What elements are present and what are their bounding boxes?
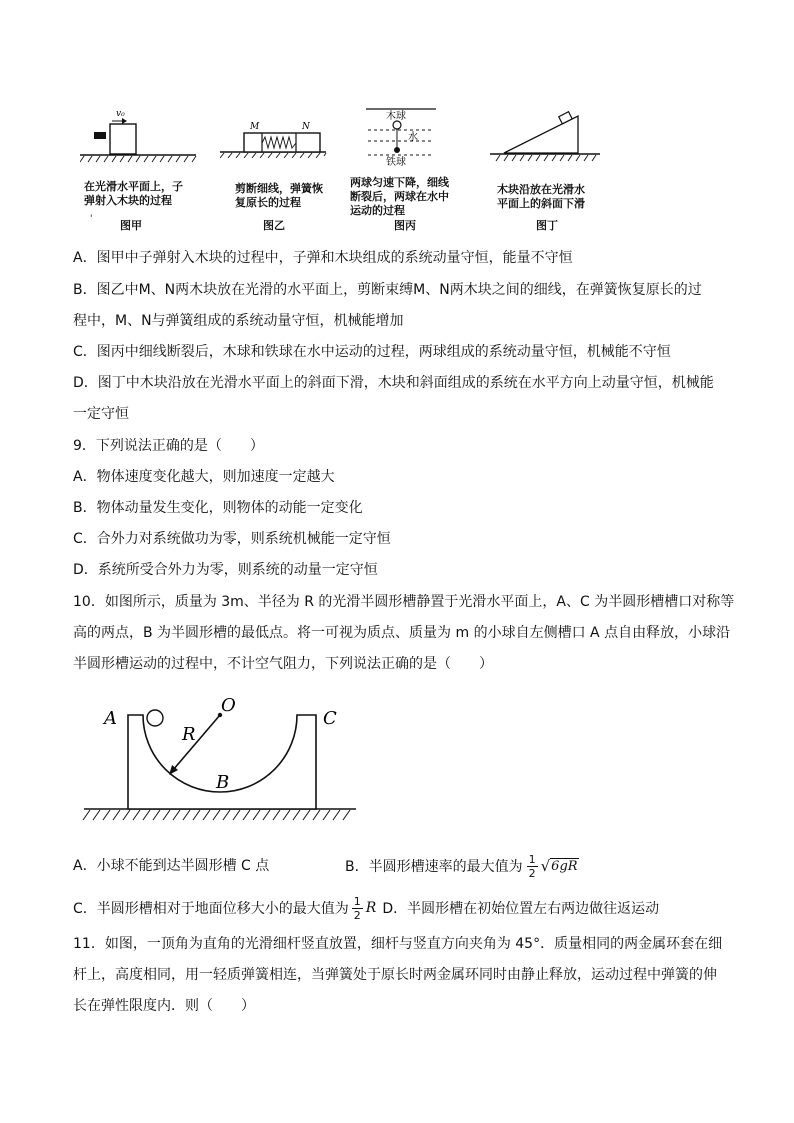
- q10-option-c-text: C．半圆形槽相对于地面位移大小的最大值为: [73, 901, 349, 917]
- water-label: 水: [408, 132, 418, 143]
- label-a: A: [104, 708, 117, 729]
- q10-stem-line1: 10．如图所示，质量为 3m、半径为 R 的光滑半圆形槽静置于光滑水平面上，A、C 为半圆形槽槽口对称等: [73, 594, 735, 610]
- caption-bing-line3: 运动的过程: [350, 204, 405, 217]
- caption-yi-line2: 复原长的过程: [235, 196, 301, 209]
- fraction-denominator: 2: [353, 908, 361, 922]
- q8-option-d-line2: 一定守恒: [73, 406, 129, 422]
- q10-option-b-radicand: 6gR: [551, 859, 578, 874]
- q9-stem: 9．下列说法正确的是（ ）: [73, 438, 264, 454]
- q10-option-b-text: B．半圆形槽速率的最大值为: [345, 859, 523, 875]
- caption-bing-line1: 两球匀速下降，细线: [350, 176, 449, 189]
- figure-ding: [490, 110, 605, 165]
- q8-option-c: C．图丙中细线断裂后，木球和铁球在水中运动的过程，两球组成的系统动量守恒，机械能不守恒: [73, 344, 671, 360]
- caption-bing-line2: 断裂后，两球在水中: [350, 190, 449, 203]
- label-b: B: [216, 772, 230, 793]
- n-label: N: [302, 122, 310, 132]
- q8-option-a: A．图甲中子弹射入木块的过程中，子弹和木块组成的系统动量守恒，能量不守恒: [73, 250, 573, 266]
- q10-option-c-row: [73, 890, 659, 926]
- q10-semicircle-trough-figure: [80, 690, 360, 830]
- iron-ball-label: 铁球: [386, 157, 406, 168]
- q9-option-a: A．物体速度变化越大，则加速度一定越大: [73, 469, 335, 485]
- fraction-numerator: 1: [528, 852, 536, 866]
- figure-jia: [80, 108, 200, 168]
- q11-stem-line1: 11．如图，一顶角为直角的光滑细杆竖直放置，细杆与竖直方向夹角为 45°．质量相同的两金属环套在细: [73, 936, 723, 952]
- figure-bing: [366, 103, 436, 173]
- fraction-numerator: 1: [353, 894, 361, 908]
- wood-ball-label: 木球: [386, 111, 406, 122]
- v0-label: v₀: [116, 109, 125, 119]
- q10-option-b-fraction: [527, 853, 538, 880]
- caption-ding-line1: 木块沿放在光滑水: [497, 183, 585, 196]
- q9-option-d: D．系统所受合外力为零，则系统的动量一定守恒: [73, 562, 378, 578]
- q10-option-b: [345, 848, 579, 884]
- figure-yi-name: 图乙: [263, 219, 285, 232]
- q9-option-c: C．合外力对系统做功为零，则系统机械能一定守恒: [73, 531, 391, 547]
- q10-option-d: D．半圆形槽在初始位置左右两边做往返运动: [382, 901, 660, 917]
- q10-option-c-variable: R: [365, 900, 377, 916]
- q10-option-c-fraction: [352, 895, 363, 922]
- label-r: R: [182, 724, 196, 745]
- q10-stem-line2: 高的两点，B 为半圆形槽的最低点。将一可视为质点、质量为 m 的小球自左侧槽口 A 点自由释放，小球沿: [73, 625, 731, 641]
- figure-bing-name: 图丙: [394, 219, 416, 232]
- figure-yi: [220, 118, 330, 158]
- q8-option-b-line2: 程中，M、N与弹簧组成的系统动量守恒，机械能增加: [73, 313, 404, 329]
- q11-stem-line2: 杆上，高度相同，用一轻质弹簧相连，当弹簧处于原长时两金属环同时由静止释放，运动过程中弹簧的伸: [73, 967, 717, 983]
- label-c: C: [323, 708, 337, 729]
- caption-yi-line1: 剪断细线，弹簧恢: [235, 182, 323, 195]
- sqrt-icon: √: [540, 857, 551, 875]
- label-o: O: [221, 695, 236, 716]
- caption-jia-line2: 弹射入木块的过程: [84, 194, 172, 207]
- q10-stem-line3: 半圆形槽运动的过程中，不计空气阻力，下列说法正确的是（ ）: [73, 656, 493, 672]
- stray-mark: ': [90, 214, 93, 224]
- q10-option-a: A．小球不能到达半圆形槽 C 点: [73, 858, 270, 874]
- q9-option-b: B．物体动量发生变化，则物体的动能一定变化: [73, 500, 363, 516]
- fraction-denominator: 2: [528, 866, 536, 880]
- caption-ding-line2: 平面上的斜面下滑: [497, 197, 585, 210]
- m-label: M: [250, 122, 260, 132]
- q11-stem-line3: 长在弹性限度内．则（ ）: [73, 998, 255, 1014]
- figure-ding-name: 图丁: [536, 219, 558, 232]
- caption-jia-line1: 在光滑水平面上，子: [84, 180, 183, 193]
- figure-jia-name: 图甲: [120, 219, 142, 232]
- q8-option-b-line1: B．图乙中M、N两木块放在光滑的水平面上，剪断束缚M、N两木块之间的细线，在弹簧恢复原长的过: [73, 282, 702, 298]
- q8-option-d-line1: D．图丁中木块沿放在光滑水平面上的斜面下滑，木块和斜面组成的系统在水平方向上动量守恒，机械能: [73, 375, 714, 391]
